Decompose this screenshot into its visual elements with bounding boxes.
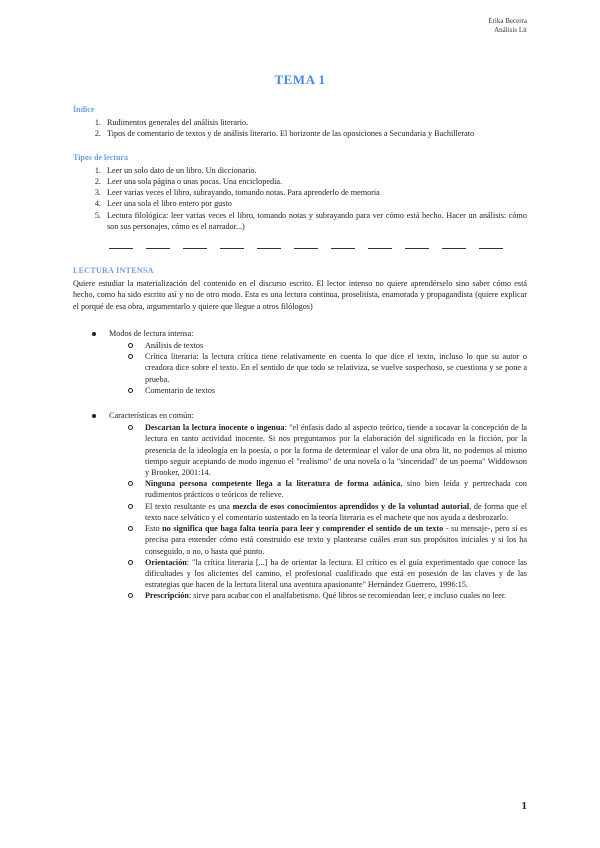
lectura-intensa-heading: LECTURA INTENSA bbox=[73, 266, 154, 276]
lectura-intensa-intro: Quiere estudiar la materialización del contenido en el discurso escrito. El lector intenso no quiere aprendérselo sino saber cómo está hecho, como ha sido escrito así y no de otro modo. Esta es una lectura continua, proselitista, enamorada y propagandista (quiere explicar el porqué de esa obra, argumentarlo y quiere que llegue a otros filólogos) bbox=[73, 279, 527, 311]
document-body bbox=[73, 104, 527, 602]
header-subject: Análisis Lit bbox=[494, 26, 527, 34]
list-item: Esto no significa que haga falta teoría para leer y comprender el sentido de un texto - su mensaje-, pero sí es precisa para entender cómo está construido ese texto y plantearse cuáles eran sus propósitos iniciales y si los ha conseguido, o no, o hasta qué punto. bbox=[109, 523, 527, 557]
list-item: 1. Rudimentos generales del análisis literario. bbox=[103, 117, 527, 128]
list-item: 3. Leer varias veces el libro, subrayando, tomando notas. Para aprenderlo de memoria bbox=[103, 187, 527, 198]
tipos-heading: Tipos de lectura bbox=[73, 152, 128, 162]
list-item: Orientación: "la crítica literaria [...] ha de orientar la lectura. El crítico es el guía experimentado que conoce las dificultades y los alicientes del camino, el profesional cualificado que está en posesión de las claves y de las estrategias que hacen de la lectura literal una aventura apasionante" Hernández Guerrero, 1996:15. bbox=[109, 557, 527, 591]
tipos-list bbox=[73, 165, 527, 232]
list-item: 2. Tipos de comentario de textos y de análisis literario. El horizonte de las oposiciones a Secundaria y Bachillerato bbox=[103, 128, 527, 139]
list-item: Comentario de textos bbox=[109, 385, 527, 396]
circle-bullet-icon bbox=[128, 504, 133, 509]
circle-bullet-icon bbox=[128, 388, 133, 393]
modos-label: Modos de lectura intensa: bbox=[109, 328, 194, 338]
circle-bullet-icon bbox=[128, 481, 133, 486]
circle-bullet-icon bbox=[128, 425, 133, 430]
list-item: Descartan la lectura inocente o ingenua: "el énfasis dado al aspecto teórico, tiende a socavar la concepción de la lectura en tanto actividad inocente. Si nos preguntamos por la elaboración del significado en la ficción, por la presencia de la ideología en la poesía, o por la forma de determinar el valor de una obra lit, no podemos al mismo tiempo seguir aceptando de modo ingenuo el "realismo" de una novela o la "sinceridad" de un poema" Widdowson y Brooker, 2001:14. bbox=[109, 422, 527, 478]
circle-bullet-icon bbox=[128, 526, 133, 531]
list-item: Ninguna persona competente llega a la literatura de forma adánica, sino bien leída y pertrechada con rudimentos prácticos o teóricos de relieve. bbox=[109, 478, 527, 500]
circle-bullet-icon bbox=[128, 354, 133, 359]
modos-list bbox=[109, 340, 527, 396]
list-item bbox=[73, 410, 527, 601]
list-item: 4. Leer una sola el libro entero por gusto bbox=[103, 198, 527, 209]
page-number: 1 bbox=[521, 800, 527, 812]
bullet-icon bbox=[92, 332, 96, 336]
list-item: 5. Lectura filológica: leer varias veces el libro, tomando notas y subrayando para ver cómo está hecho. Hacer un análisis: cómo son sus personajes, cómo es el narrador...) bbox=[103, 210, 527, 232]
list-item: 1. Leer un solo dato de un libro. Un diccionario. bbox=[103, 165, 527, 176]
indice-heading: Índice bbox=[73, 105, 95, 114]
list-item: El texto resultante es una mezcla de esos conocimientos aprendidos y de la voluntad autorial, de forma que el texto nace selvático y el comentario sustentado en la teoría literaria es el machete que nos ayuda a desbrozarlo. bbox=[109, 501, 527, 523]
indice-list bbox=[73, 117, 527, 139]
intensa-bullets bbox=[73, 328, 527, 602]
list-item: Crítica literaria: la lectura crítica tiene relativamente en cuenta lo que dice el texto, incluso lo que su autor o creadora dice sobre el texto. En el sentido de que todo se relativiza, se vuelve sospechoso, se cuestiona y se pone a prueba. bbox=[109, 351, 527, 385]
circle-bullet-icon bbox=[128, 593, 133, 598]
list-item bbox=[73, 328, 527, 396]
caracteristicas-list bbox=[109, 422, 527, 601]
dash-separator bbox=[73, 242, 527, 249]
header-author: Erika Becerra bbox=[488, 17, 527, 25]
list-item: Análisis de textos bbox=[109, 340, 527, 351]
page-title: TEMA 1 bbox=[274, 72, 326, 87]
caracteristicas-label: Características en común: bbox=[109, 411, 194, 421]
circle-bullet-icon bbox=[128, 560, 133, 565]
bullet-icon bbox=[92, 414, 96, 418]
list-item: 2. Leer una sola página o unas pocas. Una enciclopedia. bbox=[103, 176, 527, 187]
list-item: Prescripción: sirve para acabar con el analfabetismo. Qué libros se recomiendan leer, e incluso cuales no leer. bbox=[109, 590, 527, 601]
circle-bullet-icon bbox=[128, 343, 133, 348]
page-header bbox=[488, 17, 527, 35]
